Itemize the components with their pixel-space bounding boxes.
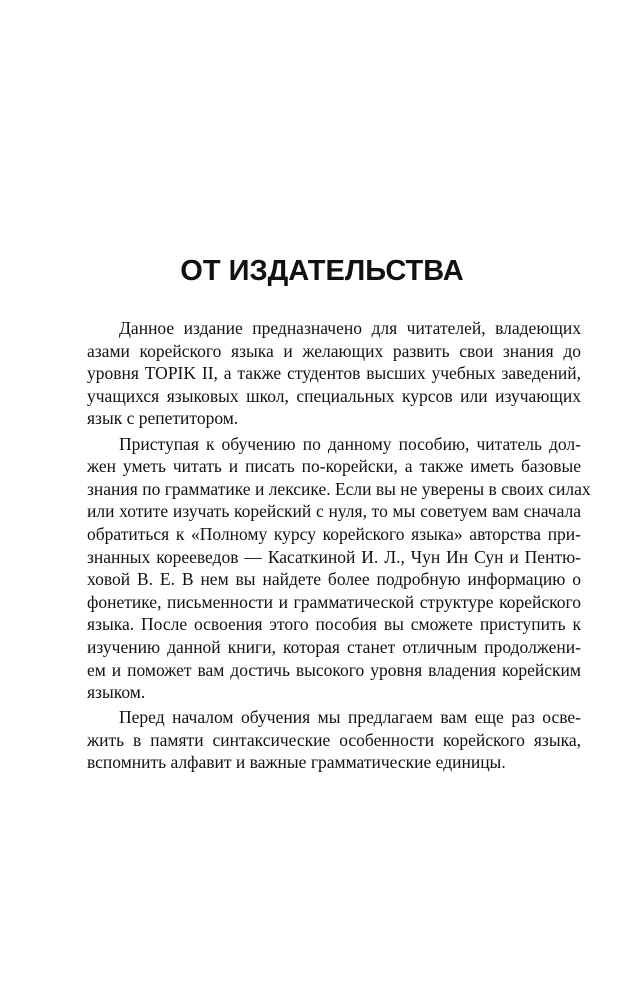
text-line: или хотите изучать корейский с нуля, то мы советуем вам сначала <box>87 501 581 522</box>
text-line: Приступая к обучению по данному пособию, читатель дол- <box>119 433 581 454</box>
paragraph-3 <box>87 706 581 774</box>
text-line: язык с репетитором. <box>87 408 239 429</box>
body-text <box>87 317 591 777</box>
text-line: изучению данной книги, которая станет отличным продолжени- <box>87 636 581 657</box>
text-line: вспомнить алфавит и важные грамматические единицы. <box>87 752 506 773</box>
text-line: языка. После освоения этого пособия вы сможете приступить к <box>87 614 581 635</box>
text-line: жен уметь читать и писать по-корейски, а также иметь базовые <box>87 456 581 477</box>
text-line: фонетике, письменности и грамматической структуре корейского <box>87 591 581 612</box>
text-line: ховой В. Е. В нем вы найдете более подробную информацию о <box>87 569 581 590</box>
text-line: знания по грамматике и лексике. Если вы не уверены в своих силах <box>87 478 591 499</box>
page-title: ОТ ИЗДАТЕЛЬСТВА <box>180 255 464 287</box>
text-line: языком. <box>87 682 146 703</box>
text-line: знанных корееведов — Касаткиной И. Л., Чун Ин Сун и Пентю- <box>87 546 581 567</box>
text-line: Данное издание предназначено для читателей, владеющих <box>119 318 581 338</box>
text-line: Перед началом обучения мы предлагаем вам еще раз осве- <box>119 707 581 728</box>
paragraph-2 <box>87 433 591 704</box>
text-line: обратиться к «Полному курсу корейского языка» авторства при- <box>87 523 581 544</box>
text-line: уровня TOPIK II, а также студентов высших учебных заведений, <box>87 363 581 384</box>
text-line: жить в памяти синтаксические особенности корейского языка, <box>87 729 581 750</box>
text-line: учащихся языковых школ, специальных курсов или изучающих <box>87 385 581 406</box>
paragraph-1 <box>87 317 581 430</box>
text-line: азами корейского языка и желающих развить свои знания до <box>87 340 581 361</box>
text-line: ем и поможет вам достичь высокого уровня владения корейским <box>87 659 581 680</box>
